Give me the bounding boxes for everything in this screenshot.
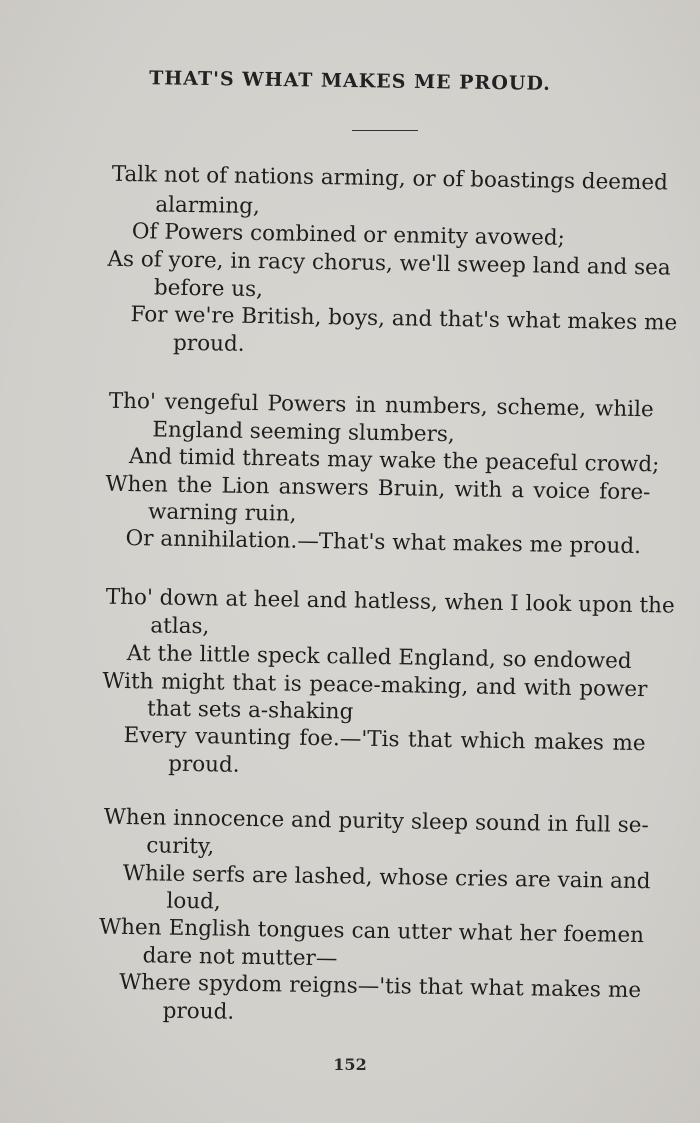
- poem-line: At the little speck called England, so endowed: [126, 641, 632, 674]
- poem-line: Talk not of nations arming, or of boastings deemed: [111, 161, 669, 196]
- poem-line: Where spydom reigns—'tis that what makes me: [119, 969, 642, 1004]
- poem-line: loud,: [166, 888, 221, 915]
- poem-line: proud.: [162, 998, 235, 1025]
- title-divider: [352, 130, 418, 131]
- poem-line: alarming,: [155, 192, 260, 220]
- poem-line: Tho' down at heel and hatless, when I look upon the: [105, 584, 675, 619]
- stanza-3: [0, 583, 700, 778]
- page-number: 152: [333, 1055, 367, 1074]
- poem-line: atlas,: [150, 613, 210, 640]
- poem-line: that sets a-shaking: [146, 696, 354, 725]
- poem-line: curity,: [146, 833, 215, 860]
- poem-line: proud.: [167, 751, 240, 778]
- poem-line: With might that is peace-making, and with power: [102, 668, 648, 703]
- poem-line: As of yore, in racy chorus, we'll sweep land and sea: [107, 246, 671, 281]
- poem-line: Or annihilation.—That's what makes me proud.: [125, 525, 642, 560]
- poem-line: When English tongues can utter what her foemen: [98, 914, 645, 949]
- poem-line: warning ruin,: [147, 499, 297, 527]
- poem-line: When innocence and purity sleep sound in full se-: [103, 804, 649, 839]
- poem-line: And timid threats may wake the peaceful crowd;: [128, 444, 660, 478]
- poem-line: When the Lion answers Bruin, with a voice fore-: [105, 471, 651, 506]
- poem-line: Every vaunting foe.—'Tis that which makes me: [123, 722, 646, 757]
- stanza-4: [0, 803, 700, 1025]
- poem-title: THAT'S WHAT MAKES ME PROUD.: [149, 67, 551, 95]
- poem-line: proud.: [172, 330, 245, 357]
- poem-line: For we're British, boys, and that's what makes me: [130, 302, 678, 336]
- stanza-2: [0, 387, 700, 560]
- poem-line: Of Powers combined or enmity avowed;: [131, 219, 566, 251]
- poem-line: While serfs are lashed, whose cries are vain and: [122, 860, 651, 895]
- poem-line: Tho' vengeful Powers in numbers, scheme, while: [108, 388, 654, 423]
- poem-line: dare not mutter—: [142, 943, 338, 972]
- poem-line: before us,: [153, 275, 264, 303]
- stanza-1: [0, 160, 700, 357]
- poem-line: England seeming slumbers,: [152, 417, 455, 448]
